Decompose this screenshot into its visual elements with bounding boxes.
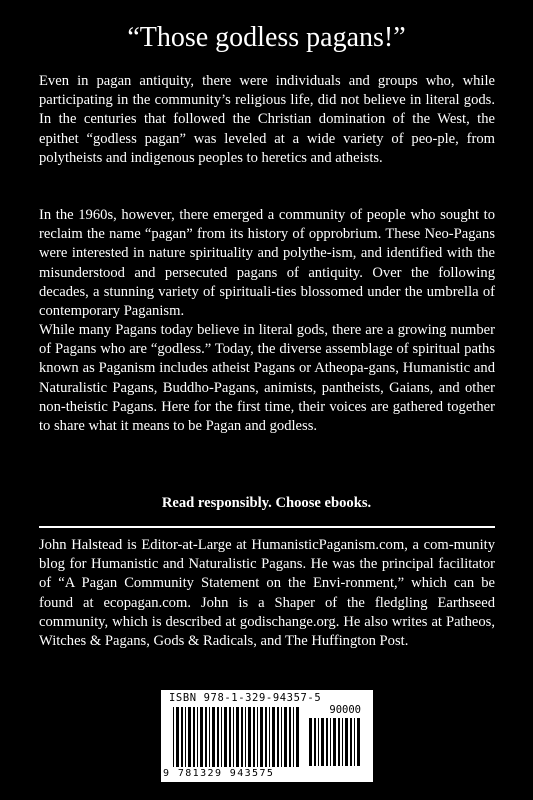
- addon-barcode-bars-icon: [309, 718, 361, 766]
- tagline: Read responsibly. Choose ebooks.: [161, 495, 372, 511]
- isbn-barcode: [161, 690, 373, 782]
- blurb-paragraph-3: While many Pagans today believe in literal gods, there are a growing number of Pagans who are “godless.” Today, the diverse assemblage of spiritual paths known as Paganism includes atheist Pagans or Atheopa-gans, Humanistic and Naturalistic Pagans, Buddho-Pagans, animists, pantheists, Gaians, and other non-theistic Pagans. Here for the first time, their voices are gathered together to share what it means to be Pagan and godless.: [39, 322, 495, 435]
- blurb-paragraph-2: In the 1960s, however, there emerged a community of people who sought to reclaim the name “pagan” from its history of opprobrium. These Neo-Pagans were interested in nature spirituality and polythe-ism, and identified with the misunderstood and persecuted pagans of antiquity. Over the following decades, a stunning variety of spirituali-ties blossomed under the umbrella of contemporary Paganism.: [39, 207, 495, 320]
- blurb-paragraph-1: Even in pagan antiquity, there were individuals and groups who, while participating in the community’s religious life, did not believe in literal gods. In the centuries that followed the Christian domination of the West, the epithet “godless pagan” was leveled at a wide variety of peo-ple, from polytheists and indigenous peoples to heretics and atheists.: [39, 73, 495, 166]
- back-cover-title: “Those godless pagans!”: [127, 22, 406, 53]
- author-bio: John Halstead is Editor-at-Large at HumanisticPaganism.com, a com-munity blog for Humanistic and Naturalistic Pagans. He was the principal facilitator of “A Pagan Community Statement on the Envi-ronment,” which can be found at ecopagan.com. John is a Shaper of the fledgling Earthseed community, which is described at godischange.org. He also writes at Patheos, Witches & Pagans, Gods & Radicals, and The Huffington Post.: [39, 537, 495, 650]
- ean-digits: 9 781329 943575: [163, 768, 275, 779]
- barcode-bars-icon: [173, 707, 301, 767]
- price-code: 90000: [329, 704, 361, 716]
- divider-line: [39, 526, 495, 528]
- isbn-number: ISBN 978-1-329-94357-5: [169, 692, 322, 704]
